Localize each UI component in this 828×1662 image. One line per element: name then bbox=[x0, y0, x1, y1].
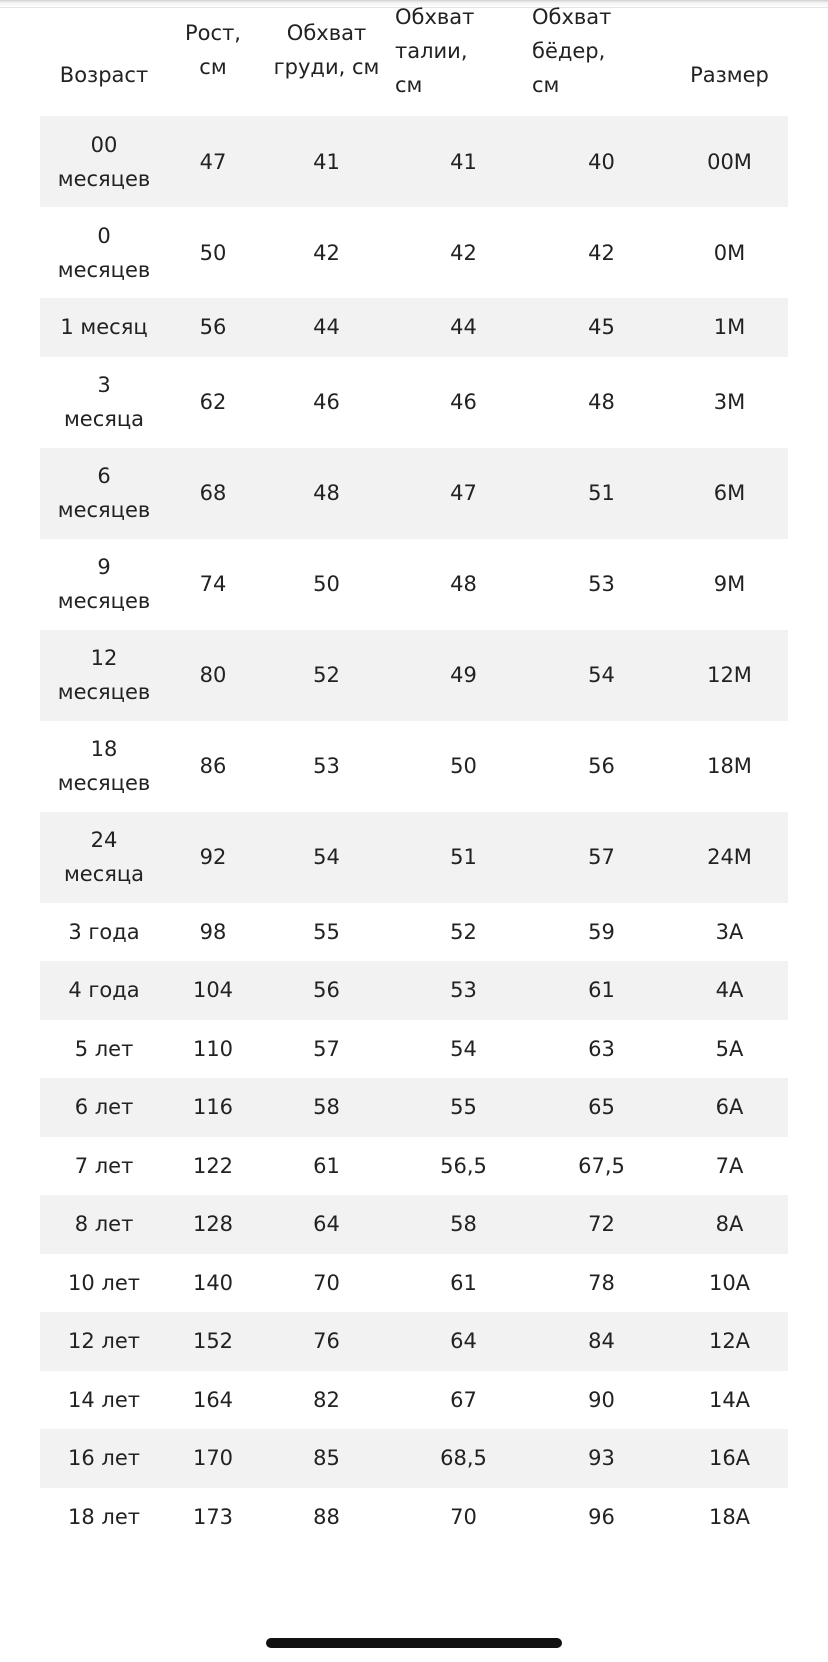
cell-age bbox=[40, 641, 168, 709]
cell-waist: 41 bbox=[450, 149, 477, 174]
cell-waist: 49 bbox=[450, 663, 477, 687]
cell-chest: 76 bbox=[313, 1329, 340, 1354]
cell-age-line: 6 лет bbox=[74, 1095, 134, 1120]
cell-age-line: 5 лет bbox=[74, 1036, 134, 1061]
cell-waist: 48 bbox=[450, 572, 477, 596]
cell-waist: 53 bbox=[450, 978, 477, 1003]
cell-height: 128 bbox=[192, 1212, 234, 1237]
table-row bbox=[40, 1429, 788, 1488]
cell-size: 14A bbox=[708, 1387, 751, 1412]
cell-hips: 61 bbox=[588, 978, 615, 1003]
cell-size: 6A bbox=[715, 1095, 744, 1120]
cell-chest: 88 bbox=[313, 1504, 340, 1529]
header-chest-line2: груди, см bbox=[273, 55, 380, 79]
cell-age-line: месяца bbox=[63, 862, 145, 886]
cell-waist: 52 bbox=[450, 919, 477, 944]
cell-age-line: месяца bbox=[63, 407, 145, 431]
header-chest bbox=[258, 0, 395, 116]
table-row bbox=[40, 721, 788, 812]
size-chart-table bbox=[40, 0, 788, 1546]
table-row bbox=[40, 1078, 788, 1137]
cell-hips: 65 bbox=[588, 1095, 615, 1120]
cell-chest: 56 bbox=[313, 978, 340, 1003]
cell-height: 122 bbox=[192, 1153, 234, 1178]
cell-size: 4A bbox=[715, 978, 744, 1003]
header-waist bbox=[395, 0, 532, 116]
cell-waist: 47 bbox=[450, 481, 477, 505]
cell-chest: 61 bbox=[313, 1153, 340, 1178]
cell-height: 47 bbox=[199, 149, 227, 174]
cell-size: 3M bbox=[713, 390, 746, 414]
cell-hips: 96 bbox=[588, 1504, 615, 1529]
cell-hips: 48 bbox=[588, 390, 615, 414]
cell-size: 10A bbox=[708, 1270, 751, 1295]
cell-size: 0M bbox=[713, 240, 746, 265]
cell-waist: 68,5 bbox=[440, 1446, 487, 1471]
cell-age-line: месяцев bbox=[57, 680, 151, 704]
cell-age bbox=[40, 1500, 168, 1534]
cell-chest: 48 bbox=[313, 481, 340, 505]
cell-age-line: 7 лет bbox=[74, 1153, 134, 1178]
cell-hips: 93 bbox=[588, 1446, 615, 1471]
cell-age bbox=[40, 1207, 168, 1241]
cell-height: 152 bbox=[192, 1329, 234, 1354]
cell-height: 173 bbox=[192, 1504, 234, 1529]
cell-age-line: 12 bbox=[90, 646, 118, 670]
cell-chest: 55 bbox=[313, 919, 340, 944]
cell-age-line: 3 bbox=[97, 373, 111, 397]
cell-height: 170 bbox=[192, 1446, 234, 1471]
table-row bbox=[40, 357, 788, 448]
cell-size: 24M bbox=[707, 845, 752, 869]
cell-waist: 51 bbox=[450, 845, 477, 869]
cell-height: 104 bbox=[192, 978, 234, 1003]
cell-chest: 53 bbox=[313, 754, 340, 778]
cell-height: 80 bbox=[199, 663, 227, 687]
header-size bbox=[671, 0, 788, 116]
cell-age-line: 3 года bbox=[68, 919, 140, 944]
cell-height: 140 bbox=[192, 1270, 234, 1295]
cell-hips: 63 bbox=[588, 1036, 615, 1061]
cell-age-line: 18 bbox=[90, 737, 118, 761]
cell-age-line: 18 лет bbox=[68, 1504, 140, 1529]
cell-age bbox=[40, 128, 168, 196]
header-chest-line1: Обхват bbox=[286, 21, 367, 45]
cell-size: 18A bbox=[708, 1504, 751, 1529]
cell-age-line: 0 bbox=[97, 223, 111, 248]
cell-hips: 54 bbox=[588, 663, 615, 687]
cell-size: 5A bbox=[715, 1036, 744, 1061]
header-height-line1: Рост, bbox=[185, 21, 241, 45]
cell-age bbox=[40, 310, 168, 344]
cell-age bbox=[40, 1324, 168, 1358]
table-row bbox=[40, 1137, 788, 1196]
cell-age bbox=[40, 915, 168, 949]
cell-hips: 72 bbox=[588, 1212, 615, 1237]
cell-height: 164 bbox=[192, 1387, 234, 1412]
cell-size: 9M bbox=[713, 572, 746, 596]
cell-age-line: 16 лет bbox=[68, 1446, 140, 1471]
cell-height: 56 bbox=[199, 315, 227, 340]
cell-chest: 50 bbox=[313, 572, 340, 596]
cell-chest: 82 bbox=[313, 1387, 340, 1412]
cell-age-line: месяцев bbox=[57, 498, 151, 522]
cell-hips: 42 bbox=[588, 240, 615, 265]
cell-hips: 56 bbox=[588, 754, 615, 778]
cell-chest: 58 bbox=[313, 1095, 340, 1120]
cell-height: 74 bbox=[199, 572, 227, 596]
cell-height: 68 bbox=[199, 481, 227, 505]
cell-waist: 46 bbox=[450, 390, 477, 414]
home-indicator[interactable] bbox=[266, 1638, 562, 1648]
cell-age-line: 4 года bbox=[68, 978, 140, 1003]
cell-chest: 44 bbox=[313, 315, 340, 340]
cell-height: 116 bbox=[192, 1095, 234, 1120]
table-row bbox=[40, 1020, 788, 1079]
table-row bbox=[40, 207, 788, 298]
cell-age bbox=[40, 368, 168, 436]
cell-waist: 67 bbox=[450, 1387, 477, 1412]
cell-age-line: месяцев bbox=[57, 257, 151, 282]
cell-chest: 70 bbox=[313, 1270, 340, 1295]
header-hips-line3: см bbox=[532, 73, 560, 97]
cell-size: 1M bbox=[713, 315, 746, 340]
cell-size: 00M bbox=[707, 149, 752, 174]
cell-waist: 56,5 bbox=[440, 1153, 487, 1178]
header-hips-line2: бёдер, bbox=[532, 39, 606, 63]
cell-age bbox=[40, 1090, 168, 1124]
cell-size: 6M bbox=[713, 481, 746, 505]
cell-age bbox=[40, 1266, 168, 1300]
header-height bbox=[168, 0, 258, 116]
cell-age-line: 1 месяц bbox=[60, 315, 148, 340]
cell-chest: 41 bbox=[313, 149, 340, 174]
cell-age-line: 00 bbox=[90, 132, 118, 157]
cell-chest: 57 bbox=[313, 1036, 340, 1061]
cell-age-line: 10 лет bbox=[68, 1270, 140, 1295]
cell-hips: 84 bbox=[588, 1329, 615, 1354]
header-height-line2: см bbox=[199, 55, 227, 79]
table-body bbox=[40, 116, 788, 1546]
cell-chest: 64 bbox=[313, 1212, 340, 1237]
cell-size: 7A bbox=[715, 1153, 744, 1178]
header-size-text: Размер bbox=[690, 63, 769, 87]
cell-chest: 42 bbox=[313, 240, 340, 265]
cell-height: 92 bbox=[199, 845, 227, 869]
cell-waist: 55 bbox=[450, 1095, 477, 1120]
cell-hips: 59 bbox=[588, 919, 615, 944]
table-header bbox=[40, 0, 788, 116]
cell-hips: 53 bbox=[588, 572, 615, 596]
table-row bbox=[40, 812, 788, 903]
header-hips-line1: Обхват bbox=[532, 5, 612, 29]
header-waist-line1: Обхват bbox=[395, 5, 475, 29]
cell-hips: 51 bbox=[588, 481, 615, 505]
cell-age bbox=[40, 973, 168, 1007]
cell-age-line: месяцев bbox=[57, 166, 151, 191]
cell-height: 98 bbox=[199, 919, 227, 944]
header-waist-line3: см bbox=[395, 73, 423, 97]
cell-age-line: месяцев bbox=[57, 589, 151, 613]
table-row bbox=[40, 1488, 788, 1547]
cell-age bbox=[40, 1032, 168, 1066]
cell-age bbox=[40, 823, 168, 891]
cell-age bbox=[40, 1441, 168, 1475]
cell-age-line: 14 лет bbox=[68, 1387, 140, 1412]
cell-age bbox=[40, 219, 168, 287]
cell-size: 3A bbox=[715, 919, 744, 944]
cell-chest: 85 bbox=[313, 1446, 340, 1471]
cell-height: 50 bbox=[199, 240, 227, 265]
cell-size: 8A bbox=[715, 1212, 744, 1237]
table-row bbox=[40, 448, 788, 539]
table-row bbox=[40, 1195, 788, 1254]
table-row bbox=[40, 961, 788, 1020]
cell-waist: 70 bbox=[450, 1504, 477, 1529]
cell-size: 12M bbox=[707, 663, 752, 687]
cell-age-line: 12 лет bbox=[68, 1329, 140, 1354]
cell-age bbox=[40, 550, 168, 618]
cell-hips: 90 bbox=[588, 1387, 615, 1412]
cell-waist: 61 bbox=[450, 1270, 477, 1295]
table-row bbox=[40, 630, 788, 721]
cell-waist: 54 bbox=[450, 1036, 477, 1061]
table-row bbox=[40, 298, 788, 357]
cell-height: 62 bbox=[199, 390, 227, 414]
table-row bbox=[40, 1371, 788, 1430]
header-hips bbox=[532, 0, 671, 116]
cell-waist: 50 bbox=[450, 754, 477, 778]
cell-size: 12A bbox=[708, 1329, 751, 1354]
cell-size: 16A bbox=[708, 1446, 751, 1471]
cell-hips: 45 bbox=[588, 315, 615, 340]
cell-age bbox=[40, 1149, 168, 1183]
cell-age-line: 6 bbox=[97, 464, 111, 488]
cell-chest: 46 bbox=[313, 390, 340, 414]
cell-age-line: 24 bbox=[90, 828, 118, 852]
cell-hips: 57 bbox=[588, 845, 615, 869]
cell-age bbox=[40, 732, 168, 800]
cell-waist: 44 bbox=[450, 315, 477, 340]
header-waist-line2: талии, bbox=[395, 39, 468, 63]
table-row bbox=[40, 116, 788, 207]
cell-chest: 52 bbox=[313, 663, 340, 687]
table-row bbox=[40, 539, 788, 630]
cell-waist: 64 bbox=[450, 1329, 477, 1354]
cell-height: 110 bbox=[192, 1036, 234, 1061]
cell-chest: 54 bbox=[313, 845, 340, 869]
cell-size: 18M bbox=[707, 754, 752, 778]
cell-waist: 58 bbox=[450, 1212, 477, 1237]
table-row bbox=[40, 1312, 788, 1371]
cell-age-line: месяцев bbox=[57, 771, 151, 795]
cell-age bbox=[40, 1383, 168, 1417]
table-row bbox=[40, 903, 788, 962]
cell-hips: 78 bbox=[588, 1270, 615, 1295]
cell-waist: 42 bbox=[450, 240, 477, 265]
cell-hips: 40 bbox=[588, 149, 615, 174]
cell-age-line: 9 bbox=[97, 555, 111, 579]
cell-age bbox=[40, 459, 168, 527]
header-age bbox=[40, 0, 168, 116]
cell-height: 86 bbox=[199, 754, 227, 778]
cell-age-line: 8 лет bbox=[74, 1212, 134, 1237]
cell-hips: 67,5 bbox=[578, 1153, 625, 1178]
header-age-text: Возраст bbox=[59, 63, 149, 87]
table-row bbox=[40, 1254, 788, 1313]
